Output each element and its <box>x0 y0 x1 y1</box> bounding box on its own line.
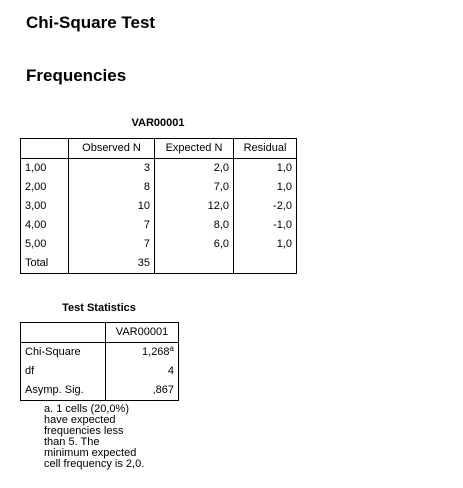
expected-cell: 2,0 <box>155 159 234 179</box>
table-row <box>21 235 297 254</box>
observed-total-cell: 35 <box>69 254 155 274</box>
stat-label: Asymp. Sig. <box>21 381 106 401</box>
residual-cell: 1,0 <box>234 235 297 254</box>
stat-label: df <box>21 362 106 381</box>
row-label: 3,00 <box>21 197 69 216</box>
stat-label: Chi-Square <box>21 343 106 363</box>
observed-cell: 8 <box>69 178 155 197</box>
residual-cell: 1,0 <box>234 159 297 179</box>
test-statistics-table <box>20 322 179 401</box>
row-label: 1,00 <box>21 159 69 179</box>
observed-cell: 10 <box>69 197 155 216</box>
row-label-total: Total <box>21 254 69 274</box>
table-row <box>21 381 179 401</box>
test-statistics-caption: Test Statistics <box>62 302 136 314</box>
table-row <box>21 216 297 235</box>
row-label: 5,00 <box>21 235 69 254</box>
header-var00001: VAR00001 <box>106 323 179 343</box>
expected-cell: 7,0 <box>155 178 234 197</box>
row-label: 4,00 <box>21 216 69 235</box>
stat-value-chi-square <box>106 343 179 363</box>
test-statistics-footnote: a. 1 cells (20,0%) have expected frequencies less than 5. The minimum expected cell frequency is 2,0. <box>44 403 145 470</box>
expected-cell <box>155 254 234 274</box>
header-residual: Residual <box>234 139 297 159</box>
stat-value-asymp-sig: ,867 <box>106 381 179 401</box>
footnote-marker: a <box>169 344 174 353</box>
stat-value-df: 4 <box>106 362 179 381</box>
observed-cell: 7 <box>69 235 155 254</box>
frequencies-table-caption: VAR00001 <box>131 117 185 129</box>
observed-cell: 3 <box>69 159 155 179</box>
residual-cell <box>234 254 297 274</box>
header-observed-n: Observed N <box>69 139 155 159</box>
residual-cell: -2,0 <box>234 197 297 216</box>
section-title-frequencies: Frequencies <box>26 66 127 85</box>
stat-value: 1,268 <box>142 346 170 358</box>
table-row <box>21 159 297 179</box>
table-row-total <box>21 254 297 274</box>
table-header-row <box>21 323 179 343</box>
expected-cell: 8,0 <box>155 216 234 235</box>
observed-cell: 7 <box>69 216 155 235</box>
table-row <box>21 197 297 216</box>
header-cell <box>21 139 69 159</box>
page-title: Chi-Square Test <box>26 13 156 32</box>
residual-cell: 1,0 <box>234 178 297 197</box>
residual-cell: -1,0 <box>234 216 297 235</box>
row-label: 2,00 <box>21 178 69 197</box>
header-expected-n: Expected N <box>155 139 234 159</box>
expected-cell: 6,0 <box>155 235 234 254</box>
table-row <box>21 343 179 363</box>
table-row <box>21 362 179 381</box>
frequencies-table <box>20 138 297 274</box>
expected-cell: 12,0 <box>155 197 234 216</box>
header-cell <box>21 323 106 343</box>
table-row <box>21 178 297 197</box>
table-header-row <box>21 139 297 159</box>
